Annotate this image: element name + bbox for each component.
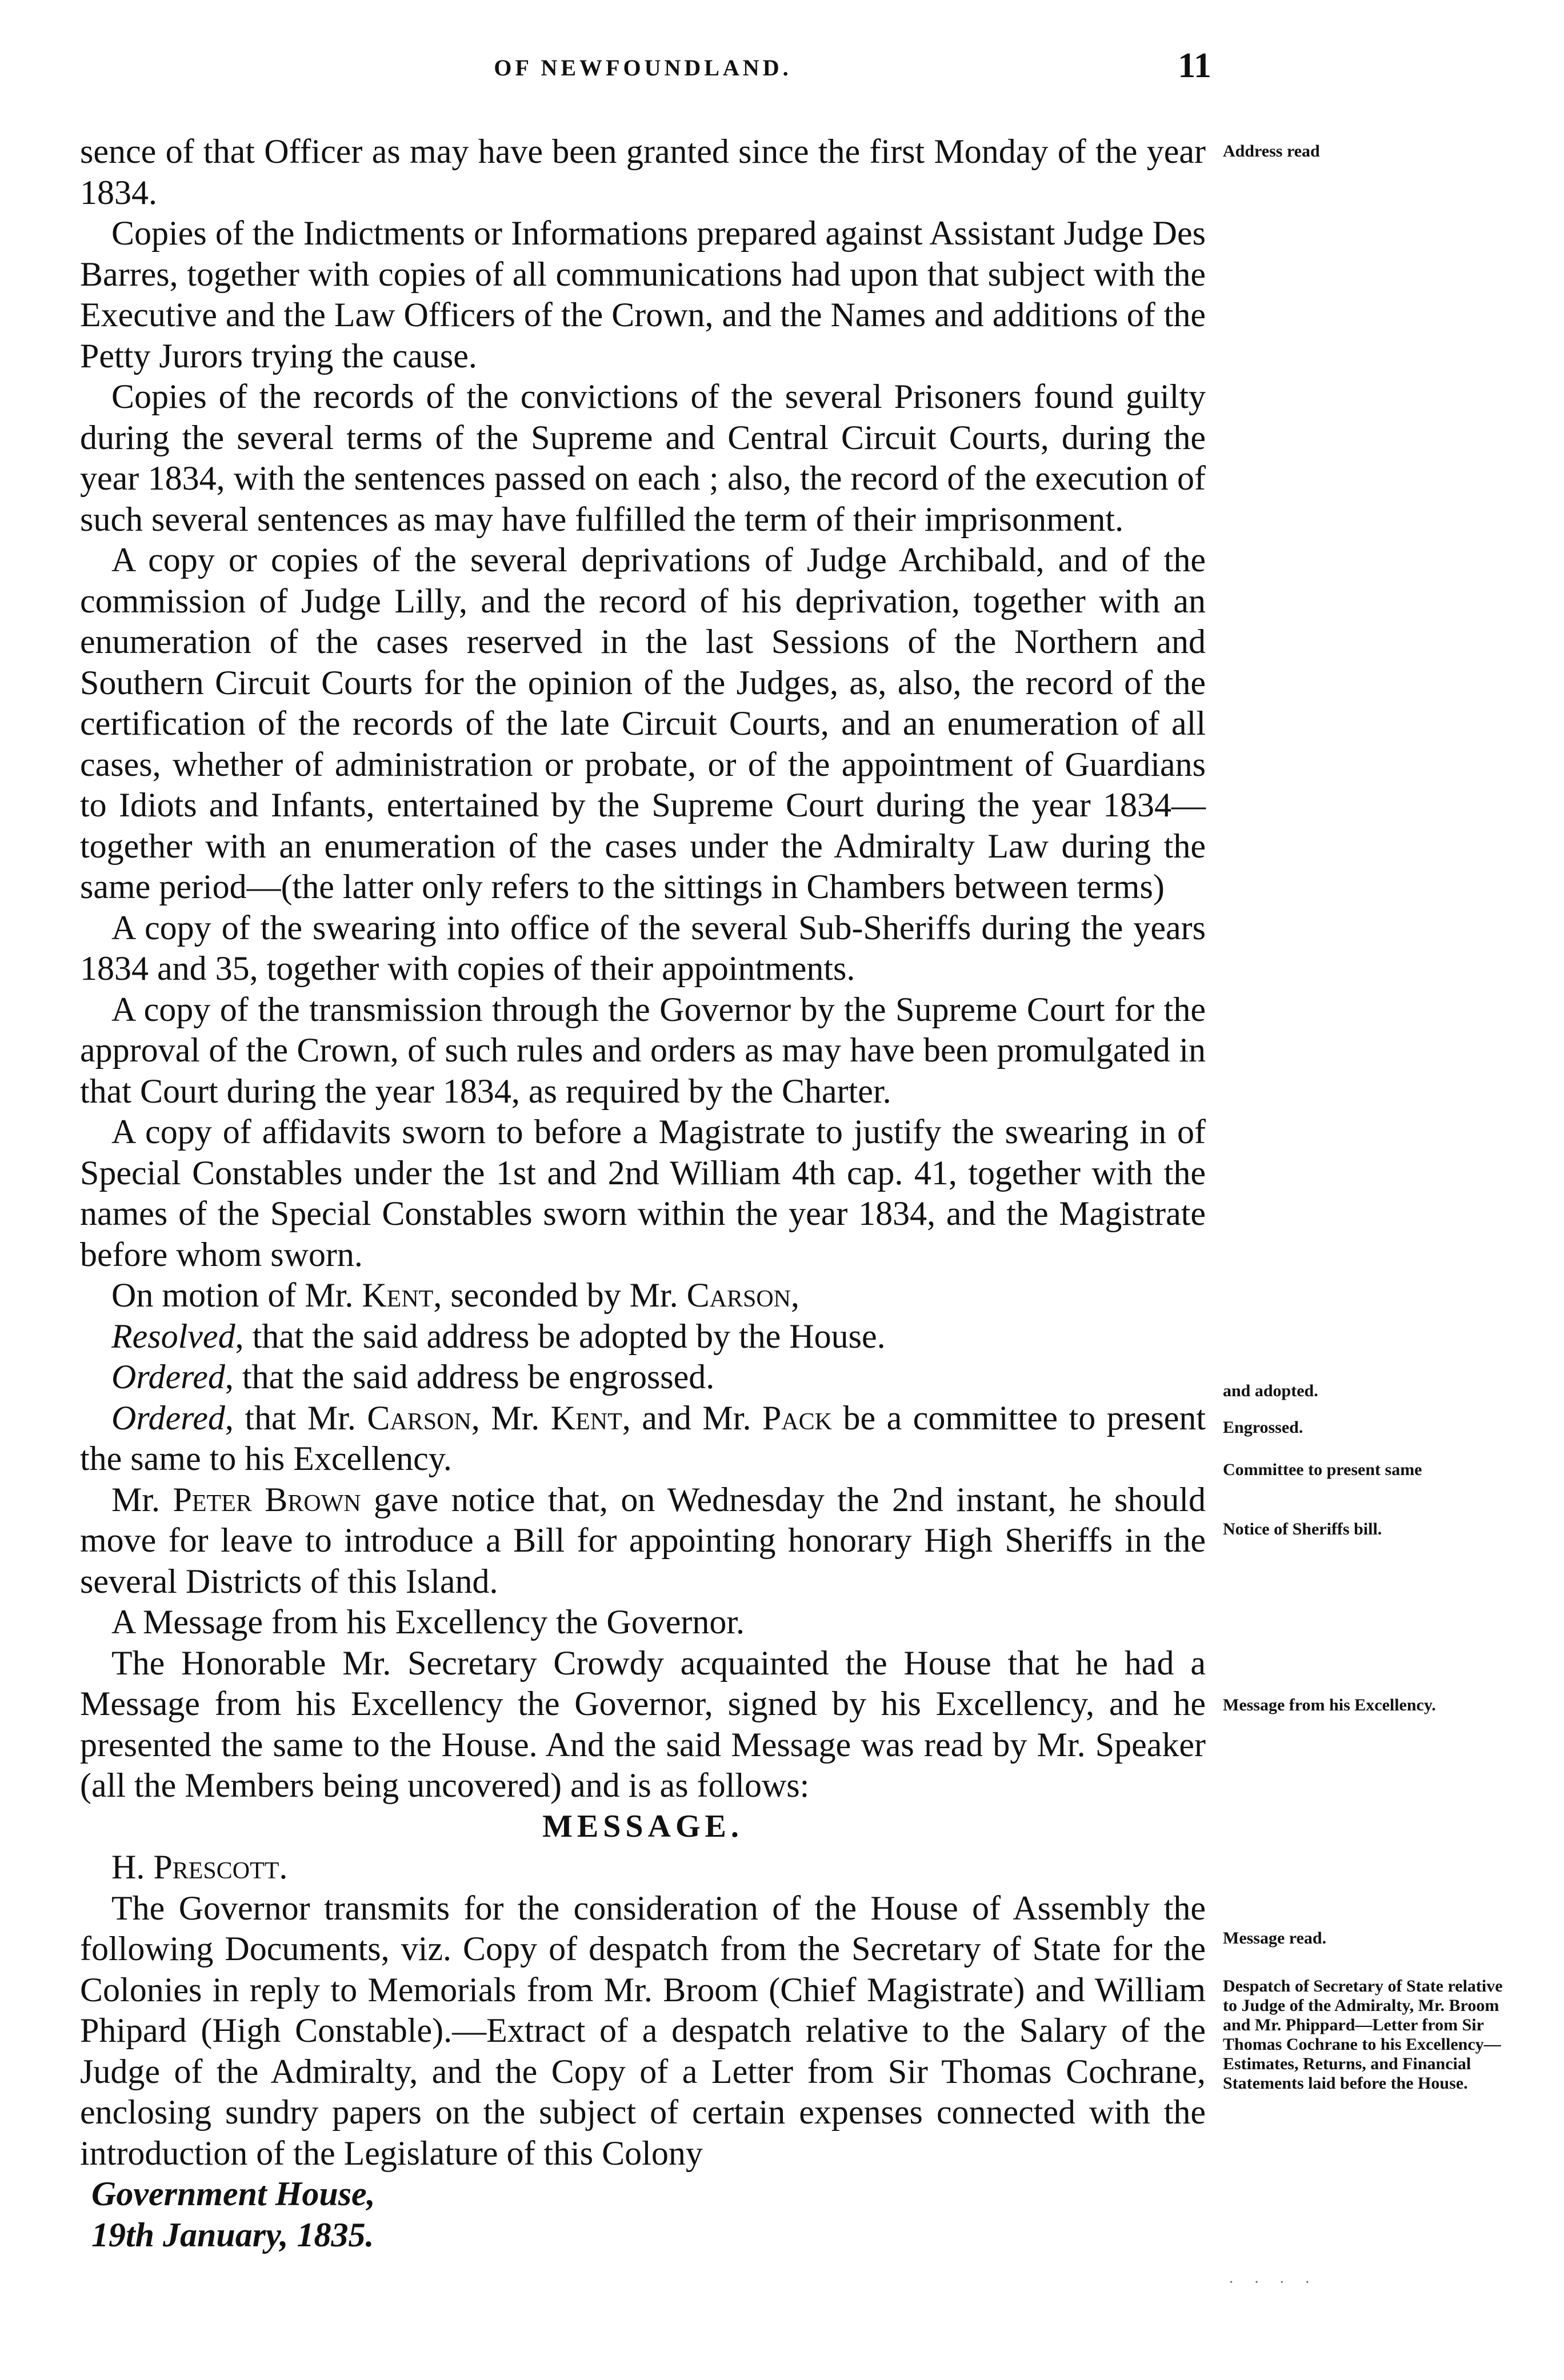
- member-name: Kent: [362, 1276, 434, 1314]
- ordered-text: , Mr.: [471, 1399, 551, 1437]
- margin-note-adopted: and adopted.: [1223, 1381, 1318, 1400]
- margin-note-address-read: Address read: [1223, 142, 1320, 161]
- message-heading: MESSAGE.: [542, 1808, 743, 1844]
- ordered-text: , and Mr.: [622, 1399, 762, 1437]
- ordered-text: be a committee to present the same to his Excellency.: [80, 1399, 1206, 1477]
- ordered-text: , that Mr.: [225, 1399, 367, 1437]
- paragraph-sub-sheriffs: A copy of the swearing into office of the several Sub-Sheriffs during the years 1834 and 35, together with copies of their appointments.: [80, 908, 1206, 987]
- running-head: OF NEWFOUNDLAND.: [494, 55, 792, 81]
- paragraph-deprivations: A copy or copies of the several deprivations of Judge Archibald, and of the commission of Judge Lilly, and the record of his deprivation, together with an enumeration of the cases reserved in the last Sessions of the Northern and Southern Circuit Courts for the opinion of the Judges, as, also, the record of the certification of the records of the late Circuit Courts, and an enumeration of all cases, whether of administration or probate, or of the appointment of Guardians to Idiots and Infants, entertained by the Supreme Court during the year 1834—together with an enumeration of the cases under the Admiralty Law during the same period—(the latter only refers to the sittings in Chambers between terms): [80, 541, 1206, 905]
- ordered-text: , that the said address be engrossed.: [225, 1358, 715, 1396]
- motion-pre: On motion of Mr.: [111, 1276, 362, 1314]
- paragraph-transmission: A copy of the transmission through the Governor by the Supreme Court for the approval of the Crown, of such rules and orders as may have been promulgated in that Court during the year 1834, as required by the Charter.: [80, 990, 1206, 1110]
- paragraph-ordered-committee: [80, 1398, 1206, 1480]
- paragraph-resolved: [80, 1316, 1206, 1357]
- paragraph-motion: [80, 1275, 1206, 1316]
- paragraph-message-presented: The Honorable Mr. Secretary Crowdy acquainted the House that he had a Message from his Excellency the Governor, signed by his Excellency, and he presented the same to the House. And the said Message was read by Mr. Speaker (all the Members being uncovered) and is as follows:: [80, 1644, 1206, 1804]
- paragraph-indictments: Copies of the Indictments or Informations prepared against Assistant Judge Des Barres, together with copies of all communications had upon that subject with the Executive and the Law Officers of the Crown, and the Names and additions of the Petty Jurors trying the cause.: [80, 214, 1206, 375]
- margin-note-notice: Notice of Sheriffs bill.: [1223, 1520, 1382, 1538]
- paragraph-notice: [80, 1480, 1206, 1602]
- page-number: 11: [1178, 46, 1211, 85]
- signatory: [80, 1847, 1206, 1888]
- member-name: Carson: [686, 1276, 791, 1314]
- motion-mid: , seconded by Mr.: [433, 1276, 687, 1314]
- paragraph-message-intro: A Message from his Excellency the Governor.: [111, 1603, 745, 1641]
- paragraph-affidavits: A copy of affidavits sworn to before a Magistrate to justify the swearing in of Special Constables under the 1st and 2nd William 4th cap. 41, together with the names of the Special Constables sworn within the year 1834, and the Magistrate before whom sworn.: [80, 1113, 1206, 1273]
- signature-place: Government House,: [91, 2175, 375, 2213]
- notice-pre: Mr.: [111, 1480, 173, 1518]
- ordered-label: Ordered: [111, 1358, 225, 1396]
- member-name: Peter Brown: [173, 1480, 361, 1518]
- paragraph-ordered-engrossed: [80, 1357, 1206, 1398]
- ordered-label: Ordered: [111, 1399, 225, 1437]
- margin-note-despatch: Despatch of Secretary of State relative to Judge of the Admiralty, Mr. Broom and Mr. Phippard—Letter from Sir Thomas Cochrane to his Excellency—Estimates, Returns, and Financial Statements laid before the House.: [1223, 1977, 1503, 2093]
- member-name: Kent: [550, 1399, 622, 1437]
- signatory-post: .: [279, 1848, 288, 1886]
- paragraph-continuation: sence of that Officer as may have been granted since the first Monday of the year 1834.: [80, 133, 1206, 211]
- main-text: [80, 131, 1206, 2255]
- paragraph-message-text: The Governor transmits for the consideration of the House of Assembly the following Documents, viz. Copy of despatch from the Secretary of State for the Colonies in reply to Memorials from Mr. Broom (Chief Magistrate) and William Phipard (High Constable).—Extract of a despatch relative to the Salary of the Judge of the Admiralty, and the Copy of a Letter from Sir Thomas Cochrane, enclosing sundry papers on the subject of certain expenses connected with the introduction of the Legislature of this Colony: [80, 1889, 1206, 2172]
- resolved-text: , that the said address be adopted by the House.: [235, 1317, 886, 1355]
- notice-text: gave notice that, on Wednesday the 2nd instant, he should move for leave to introduce a Bill for appointing honorary High Sheriffs in the several Districts of this Island.: [80, 1480, 1206, 1600]
- paragraph-convictions: Copies of the records of the convictions of the several Prisoners found guilty during the several terms of the Supreme and Central Circuit Courts, during the year 1834, with the sentences passed on each ; also, the record of the execution of such several sentences as may have fulfilled the term of their imprisonment.: [80, 378, 1206, 538]
- signatory-name: Prescott: [153, 1848, 279, 1886]
- resolved-label: Resolved: [111, 1317, 235, 1355]
- margin-note-committee: Committee to present same: [1223, 1460, 1422, 1479]
- decorative-dots: · · · ·: [1229, 2274, 1318, 2291]
- margin-note-engrossed: Engrossed.: [1223, 1418, 1303, 1437]
- margin-note-message-from: Message from his Excellency.: [1223, 1696, 1436, 1714]
- signatory-initial: H.: [111, 1848, 154, 1886]
- member-name: Carson: [367, 1399, 471, 1437]
- margin-note-message-read: Message read.: [1223, 1929, 1327, 1948]
- motion-post: ,: [790, 1276, 799, 1314]
- member-name: Pack: [762, 1399, 833, 1437]
- signature-date: 19th January, 1835.: [91, 2215, 374, 2254]
